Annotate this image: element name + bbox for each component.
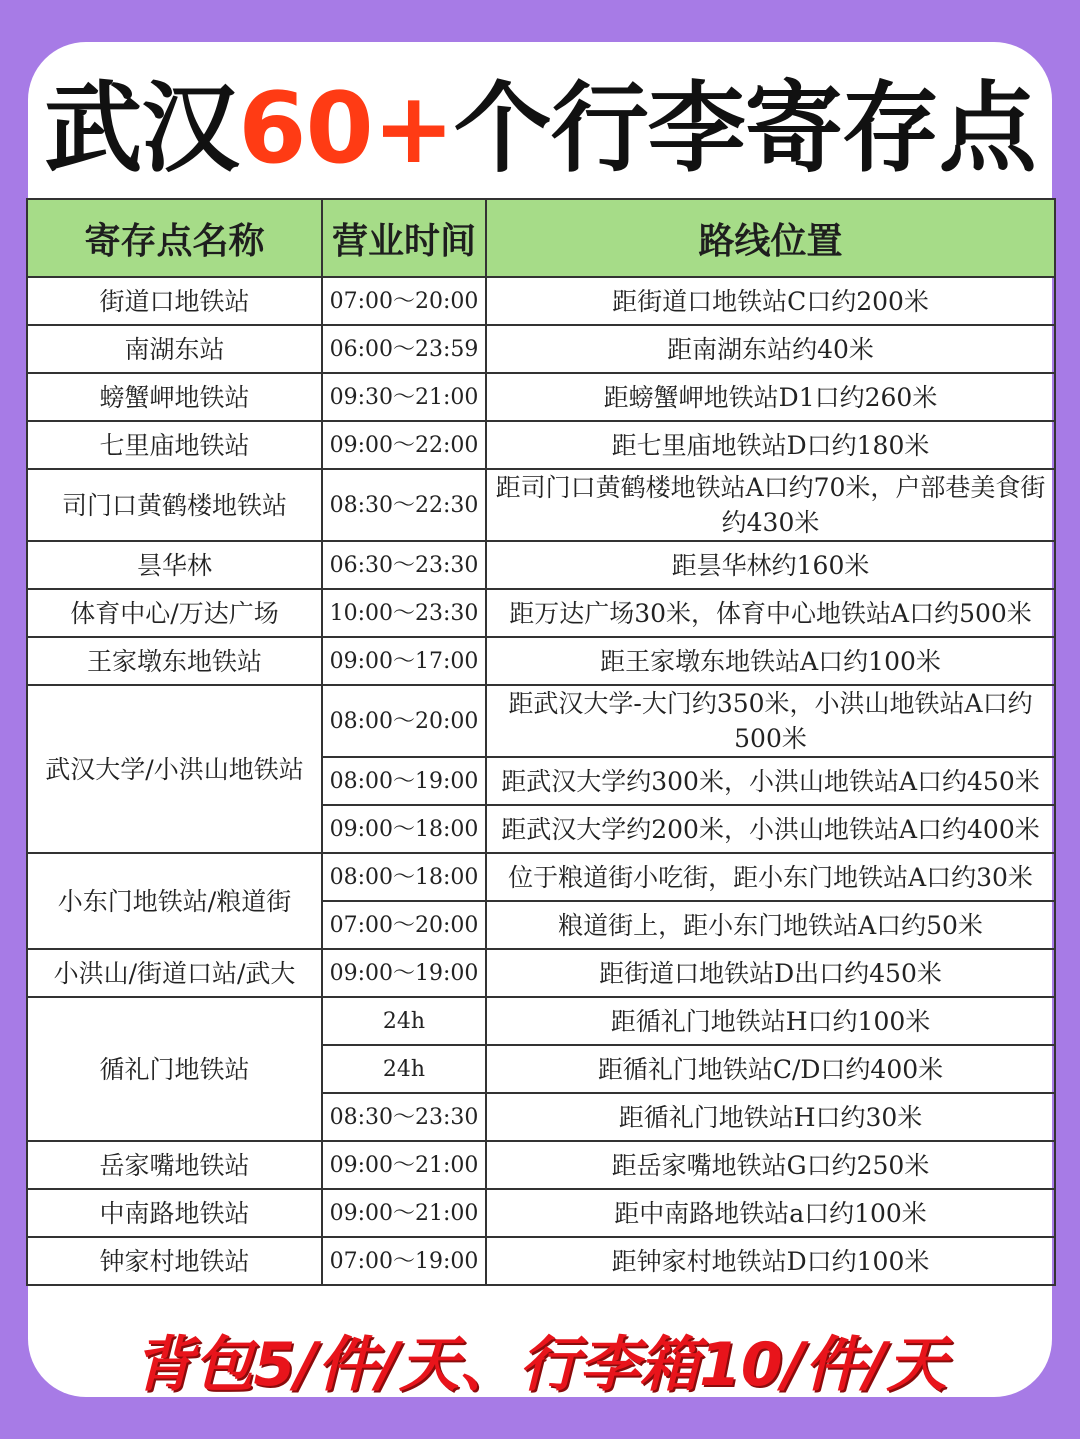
route-location: 距武汉大学约200米，小洪山地铁站A口约400米 xyxy=(486,805,1055,853)
table-row xyxy=(27,1237,1055,1285)
opening-hours: 09:00～18:00 xyxy=(322,805,486,853)
station-name: 小东门地铁站/粮道街 xyxy=(27,853,322,949)
opening-hours: 09:00～21:00 xyxy=(322,1189,486,1237)
table-row xyxy=(27,997,1055,1045)
opening-hours: 08:30～22:30 xyxy=(322,469,486,541)
station-name: 螃蟹岬地铁站 xyxy=(27,373,322,421)
table-row xyxy=(27,1189,1055,1237)
route-location: 距中南路地铁站a口约100米 xyxy=(486,1189,1055,1237)
opening-hours: 09:00～22:00 xyxy=(322,421,486,469)
table-row xyxy=(27,685,1055,757)
route-location: 距武汉大学-大门约350米，小洪山地铁站A口约500米 xyxy=(486,685,1055,757)
opening-hours: 06:30～23:30 xyxy=(322,541,486,589)
title-accent: 60+ xyxy=(238,72,454,186)
table-row xyxy=(27,541,1055,589)
table-row xyxy=(27,277,1055,325)
station-name: 武汉大学/小洪山地铁站 xyxy=(27,685,322,853)
opening-hours: 06:00～23:59 xyxy=(322,325,486,373)
table-header-row xyxy=(27,199,1055,277)
station-name: 王家墩东地铁站 xyxy=(27,637,322,685)
station-name: 司门口黄鹤楼地铁站 xyxy=(27,469,322,541)
station-name: 钟家村地铁站 xyxy=(27,1237,322,1285)
price-footer: 背包5/件/天、行李箱10/件/天 xyxy=(133,1330,947,1400)
opening-hours: 08:00～20:00 xyxy=(322,685,486,757)
station-name: 南湖东站 xyxy=(27,325,322,373)
route-location: 距昙华林约160米 xyxy=(486,541,1055,589)
route-location: 距司门口黄鹤楼地铁站A口约70米，户部巷美食街约430米 xyxy=(486,469,1055,541)
route-location: 距王家墩东地铁站A口约100米 xyxy=(486,637,1055,685)
route-location: 距循礼门地铁站H口约100米 xyxy=(486,997,1055,1045)
opening-hours: 08:00～18:00 xyxy=(322,853,486,901)
table-row xyxy=(27,325,1055,373)
opening-hours: 08:30～23:30 xyxy=(322,1093,486,1141)
route-location: 距武汉大学约300米，小洪山地铁站A口约450米 xyxy=(486,757,1055,805)
station-name: 小洪山/街道口站/武大 xyxy=(27,949,322,997)
page-title xyxy=(28,68,1052,190)
station-name: 街道口地铁站 xyxy=(27,277,322,325)
route-location: 距南湖东站约40米 xyxy=(486,325,1055,373)
station-name: 体育中心/万达广场 xyxy=(27,589,322,637)
opening-hours: 09:00～19:00 xyxy=(322,949,486,997)
table-body xyxy=(27,277,1055,1285)
table-row xyxy=(27,589,1055,637)
route-location: 距循礼门地铁站C/D口约400米 xyxy=(486,1045,1055,1093)
storage-table xyxy=(26,198,1056,1286)
table-row xyxy=(27,469,1055,541)
route-location: 距钟家村地铁站D口约100米 xyxy=(486,1237,1055,1285)
opening-hours: 07:00～20:00 xyxy=(322,901,486,949)
table-row xyxy=(27,853,1055,901)
table-row xyxy=(27,373,1055,421)
opening-hours: 24h xyxy=(322,997,486,1045)
opening-hours: 07:00～19:00 xyxy=(322,1237,486,1285)
header-name: 寄存点名称 xyxy=(27,199,322,277)
title-prefix: 武汉 xyxy=(44,72,239,186)
table-row xyxy=(27,949,1055,997)
route-location: 距街道口地铁站C口约200米 xyxy=(486,277,1055,325)
opening-hours: 07:00～20:00 xyxy=(322,277,486,325)
route-location: 距万达广场30米，体育中心地铁站A口约500米 xyxy=(486,589,1055,637)
opening-hours: 10:00～23:30 xyxy=(322,589,486,637)
route-location: 位于粮道街小吃街，距小东门地铁站A口约30米 xyxy=(486,853,1055,901)
route-location: 距岳家嘴地铁站G口约250米 xyxy=(486,1141,1055,1189)
opening-hours: 08:00～19:00 xyxy=(322,757,486,805)
table-row xyxy=(27,421,1055,469)
title-suffix: 个行李寄存点 xyxy=(453,72,1036,186)
header-hours: 营业时间 xyxy=(322,199,486,277)
station-name: 七里庙地铁站 xyxy=(27,421,322,469)
route-location: 粮道街上，距小东门地铁站A口约50米 xyxy=(486,901,1055,949)
opening-hours: 09:00～21:00 xyxy=(322,1141,486,1189)
station-name: 岳家嘴地铁站 xyxy=(27,1141,322,1189)
opening-hours: 09:30～21:00 xyxy=(322,373,486,421)
station-name: 循礼门地铁站 xyxy=(27,997,322,1141)
table-row xyxy=(27,1141,1055,1189)
opening-hours: 09:00～17:00 xyxy=(322,637,486,685)
route-location: 距循礼门地铁站H口约30米 xyxy=(486,1093,1055,1141)
route-location: 距街道口地铁站D出口约450米 xyxy=(486,949,1055,997)
header-location: 路线位置 xyxy=(486,199,1055,277)
route-location: 距七里庙地铁站D口约180米 xyxy=(486,421,1055,469)
route-location: 距螃蟹岬地铁站D1口约260米 xyxy=(486,373,1055,421)
opening-hours: 24h xyxy=(322,1045,486,1093)
station-name: 昙华林 xyxy=(27,541,322,589)
table-row xyxy=(27,637,1055,685)
station-name: 中南路地铁站 xyxy=(27,1189,322,1237)
